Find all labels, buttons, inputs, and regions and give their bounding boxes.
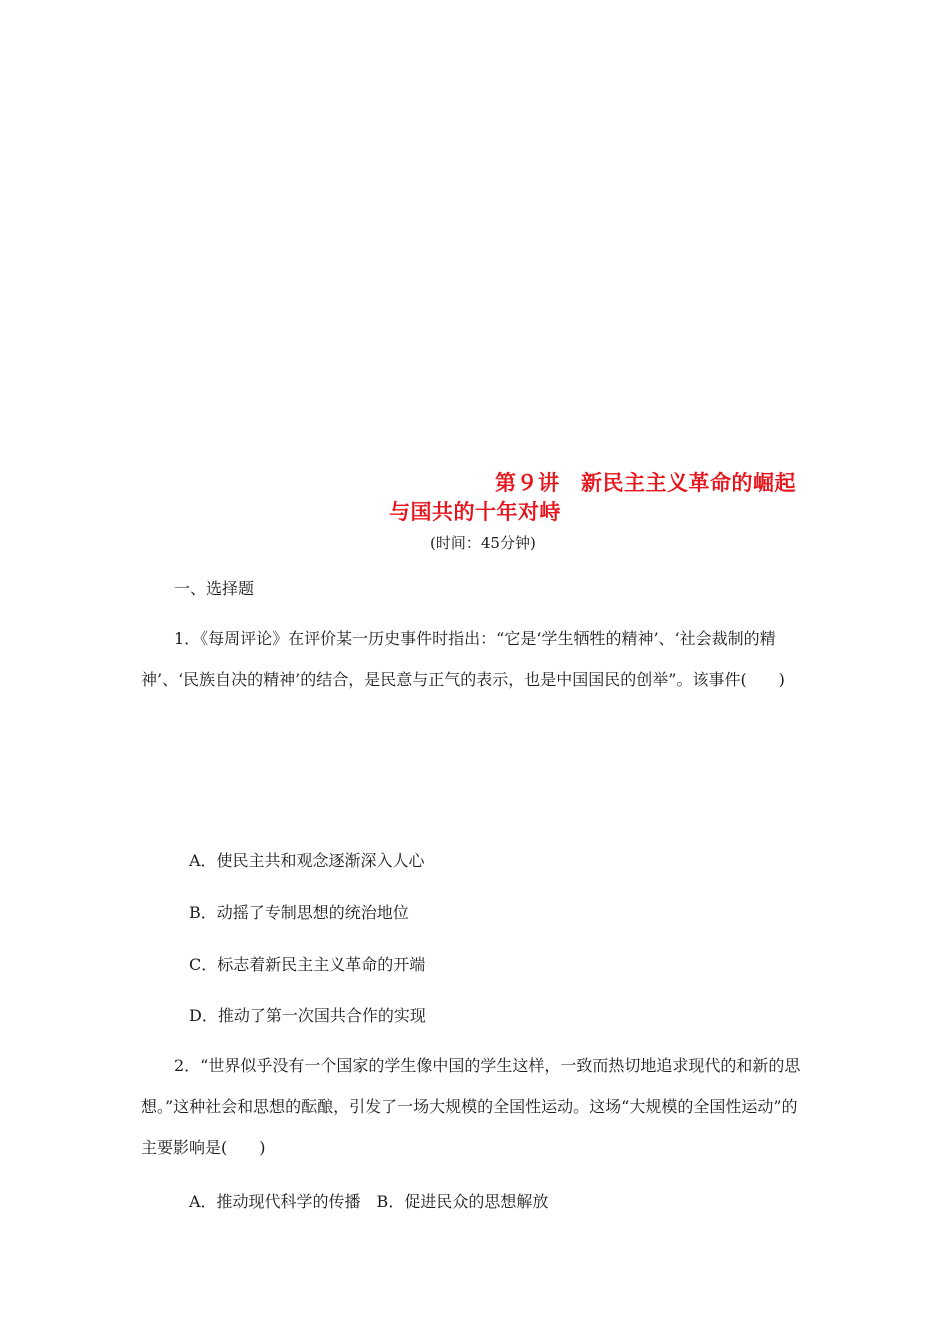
question-1-option-b: B．动摇了专制思想的统治地位 xyxy=(189,903,409,922)
question-1-text: 1．《每周评论》在评价某一历史事件时指出：“它是‘学生牺牲的精神’、‘社会裁制的精神’、‘民族自决的精神’的结合，是民意与正气的表示，也是中国国民的创举”。该事件( ) xyxy=(141,629,785,689)
question-1-option-c: C．标志着新民主主义革命的开端 xyxy=(189,955,426,974)
question-2-text: 2．“世界似乎没有一个国家的学生像中国的学生这样，一致而热切地追求现代的和新的思想。”这种社会和思想的酝酿，引发了一场大规模的全国性运动。这场“大规模的全国性运动”的主要影响是( ) xyxy=(141,1056,801,1157)
section-heading: 一、选择题 xyxy=(174,579,255,598)
question-2-options-ab: A．推动现代科学的传播 B．促进民众的思想解放 xyxy=(189,1192,549,1211)
question-1-option-d: D．推动了第一次国共合作的实现 xyxy=(189,1006,426,1025)
title-line-2: 与国共的十年对峙 xyxy=(389,500,561,524)
time-limit: (时间：45分钟) xyxy=(430,534,536,552)
question-1-option-a: A．使民主共和观念逐渐深入人心 xyxy=(189,851,425,870)
title-line-1: 第９讲 新民主主义革命的崛起 xyxy=(495,471,796,495)
